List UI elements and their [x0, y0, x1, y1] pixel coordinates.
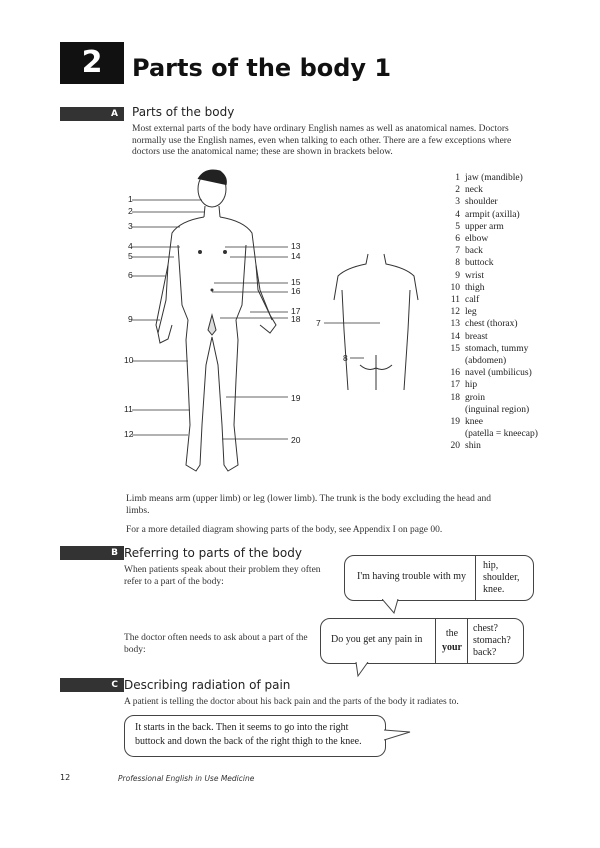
part-name: hip	[465, 380, 478, 391]
bubble-1-option: knee.	[483, 584, 505, 595]
bubble-2-mid: your	[442, 642, 462, 653]
part-number	[446, 404, 460, 416]
parts-list-item	[446, 172, 596, 184]
parts-list-item	[446, 355, 596, 367]
part-name: wrist	[465, 270, 484, 281]
section-b-marker: B	[60, 546, 124, 560]
part-name: knee	[465, 417, 483, 428]
part-name: armpit (axilla)	[465, 209, 520, 220]
diagram-label: 16	[291, 286, 301, 296]
part-number: 2	[455, 185, 460, 196]
part-name: chest (thorax)	[465, 319, 518, 330]
bubble-2-option: chest?	[473, 623, 498, 634]
part-number: 17	[450, 380, 460, 391]
bubble-1-text: I'm having trouble with my	[357, 571, 467, 582]
diagram-label: 8	[343, 353, 348, 363]
bubble-2-option: back?	[473, 647, 497, 658]
doctor-speech-bubble	[320, 618, 524, 664]
part-name: (inguinal region)	[465, 404, 530, 415]
front-body-diagram	[110, 165, 320, 485]
bubble-2-text: Do you get any pain in	[331, 634, 423, 645]
book-title: Professional English in Use Medicine	[118, 774, 255, 783]
parts-list-item	[446, 331, 596, 343]
part-name: calf	[465, 295, 480, 306]
diagram-label: 19	[291, 393, 301, 403]
unit-number: 2	[60, 42, 124, 84]
part-name: jaw (mandible)	[465, 173, 523, 183]
diagram-label: 14	[291, 251, 301, 261]
bubble-2-mid: the	[445, 628, 459, 639]
parts-list-item	[446, 233, 596, 245]
diagram-label: 7	[316, 318, 321, 328]
part-number: 8	[455, 258, 460, 269]
part-number: 6	[455, 234, 460, 245]
part-number: 16	[450, 368, 460, 379]
part-number: 12	[450, 307, 460, 318]
diagram-label: 4	[128, 241, 133, 251]
part-name: shoulder	[465, 197, 498, 208]
parts-list-item	[446, 270, 596, 282]
diagram-label: 11	[124, 404, 133, 414]
parts-list-item	[446, 221, 596, 233]
part-number: 9	[455, 270, 460, 281]
part-number: 15	[450, 343, 460, 354]
bubble-1-option: hip,	[483, 560, 499, 571]
part-name: leg	[465, 307, 477, 318]
parts-list-item	[446, 209, 596, 221]
limb-note: Limb means arm (upper limb) or leg (lower limb). The trunk is the body excluding the head and limbs.	[126, 494, 491, 516]
diagram-label: 13	[291, 241, 301, 251]
section-a-intro: Most external parts of the body have ordinary English names as well as anatomical names. Doctors normally use the English names, even when talking to each other. There are a few exceptions where doctors use the anatomical name; these are shown in brackets below.	[132, 124, 512, 157]
parts-list-item	[446, 184, 596, 196]
part-number: 7	[455, 246, 460, 257]
parts-list-item	[446, 416, 596, 428]
patient-speech-bubble	[344, 555, 534, 601]
part-name: navel (umbilicus)	[465, 368, 532, 379]
diagram-label: 12	[124, 429, 134, 439]
parts-list-item	[446, 343, 596, 355]
part-name: buttock	[465, 258, 494, 269]
parts-list-item	[446, 257, 596, 269]
unit-title: Parts of the body 1	[132, 54, 392, 82]
parts-list	[446, 172, 596, 453]
appendix-note: For a more detailed diagram showing parts of the body, see Appendix I on page 00.	[126, 525, 443, 535]
part-number: 14	[450, 331, 460, 342]
part-number: 18	[450, 392, 460, 403]
parts-list-item	[446, 282, 596, 294]
parts-list-item	[446, 294, 596, 306]
diagram-label: 17	[291, 306, 301, 316]
part-name: (patella = kneecap)	[465, 429, 538, 440]
diagram-label: 2	[128, 206, 133, 216]
part-name: groin	[465, 392, 486, 403]
section-a-marker: A	[60, 107, 124, 121]
part-number: 5	[455, 221, 460, 232]
section-c-title: Describing radiation of pain	[124, 678, 291, 692]
diagram-label: 3	[128, 221, 133, 231]
parts-list-item	[446, 367, 596, 379]
part-name: thigh	[465, 282, 485, 293]
section-c-marker: C	[60, 678, 124, 692]
part-name: elbow	[465, 234, 489, 245]
section-a-title: Parts of the body	[132, 105, 235, 119]
part-number: 19	[450, 417, 460, 428]
parts-list-item	[446, 428, 596, 440]
section-b-text-1: When patients speak about their problem they often refer to a part of the body:	[124, 565, 321, 587]
part-number: 13	[450, 319, 460, 330]
diagram-label: 1	[128, 194, 133, 204]
section-c-text: A patient is telling the doctor about his back pain and the parts of the body it radiates to.	[124, 697, 459, 707]
page-number: 12	[60, 773, 71, 782]
parts-list-item	[446, 306, 596, 318]
bubble-2-option: stomach?	[473, 635, 511, 646]
bubble-3-tail	[384, 728, 414, 746]
part-number: 10	[450, 282, 460, 293]
parts-list-item	[446, 392, 596, 404]
part-number: 1	[455, 173, 460, 183]
part-name: back	[465, 246, 483, 257]
part-name: breast	[465, 331, 488, 342]
parts-list-item	[446, 196, 596, 208]
part-number: 3	[455, 197, 460, 208]
bubble-1-option: shoulder,	[483, 572, 520, 583]
diagram-label: 6	[128, 270, 133, 280]
part-number: 20	[450, 441, 460, 452]
section-b-title: Referring to parts of the body	[124, 546, 302, 560]
part-name: (abdomen)	[465, 356, 507, 367]
parts-list-item	[446, 318, 596, 330]
bubble-2-tail	[352, 662, 376, 678]
part-name: stomach, tummy	[465, 343, 529, 354]
diagram-label: 20	[291, 435, 301, 445]
parts-list-item	[446, 404, 596, 416]
diagram-label: 18	[291, 314, 301, 324]
diagram-label: 9	[128, 314, 133, 324]
patient-pain-bubble: It starts in the back. Then it seems to go into the right buttock and down the back of the right thigh to the knee.	[124, 715, 386, 757]
part-name: upper arm	[465, 221, 504, 232]
diagram-label: 10	[124, 355, 134, 365]
part-number	[446, 428, 460, 440]
parts-list-item	[446, 245, 596, 257]
parts-list-item	[446, 440, 596, 452]
diagram-label: 5	[128, 251, 133, 261]
back-body-diagram	[320, 250, 430, 400]
part-number: 4	[455, 209, 460, 220]
bubble-1-tail	[382, 599, 406, 615]
diagram-label: 15	[291, 277, 301, 287]
part-name: neck	[465, 185, 483, 196]
part-name: shin	[465, 441, 481, 452]
part-number: 11	[450, 295, 460, 306]
parts-list-item	[446, 379, 596, 391]
section-b-text-2: The doctor often needs to ask about a part of the body:	[124, 633, 308, 655]
part-number	[446, 355, 460, 367]
